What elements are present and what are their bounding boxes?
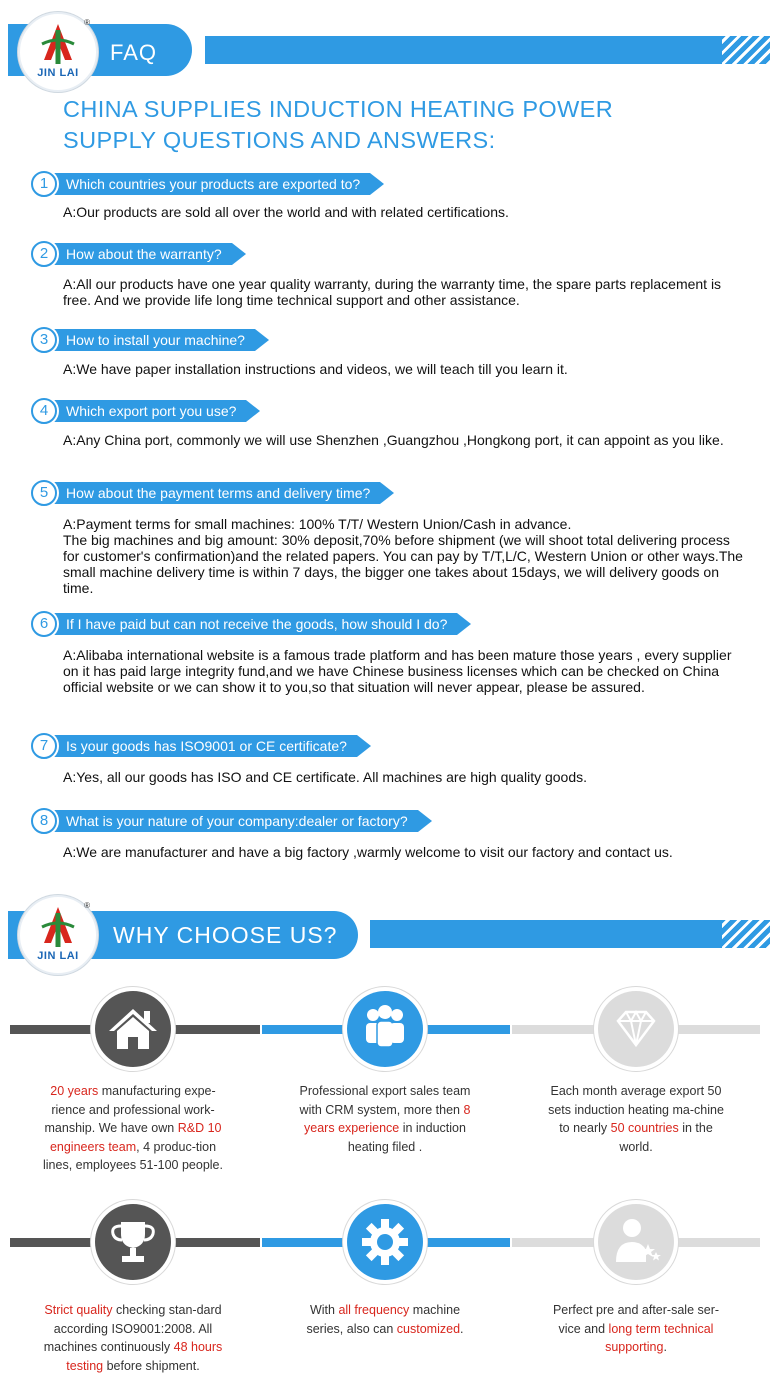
feature-support-badge xyxy=(594,1200,678,1284)
highlight-text: 20 years xyxy=(50,1084,99,1098)
faq-question-text: How about the payment terms and delivery time? xyxy=(38,482,380,504)
why-banner-bar xyxy=(370,920,770,948)
gear-icon xyxy=(347,1204,423,1280)
logo-text: JIN LAI xyxy=(37,950,79,962)
feature-description xyxy=(544,1301,728,1357)
feature-text: manufacturing expe-rience and professional work-manship. We have own xyxy=(44,1084,216,1135)
feature-description xyxy=(544,1082,728,1156)
highlight-text: 8 years experience xyxy=(304,1102,471,1135)
house-icon xyxy=(95,991,171,1067)
trophy-icon xyxy=(95,1204,171,1280)
feature-text: machine series, also can xyxy=(306,1303,461,1336)
feature-text: With xyxy=(309,1303,339,1317)
faq-question-text: What is your nature of your company:dealer or factory? xyxy=(38,810,418,832)
faq-question-text: How about the warranty? xyxy=(38,243,232,265)
feature-text: in induction heating filed . xyxy=(347,1121,466,1154)
feature-text: . xyxy=(663,1340,667,1354)
faq-answer: A:Alibaba international website is a famous trade platform and has been mature those years , every supplier on it has paid large integrity fund,and we have Chinese business licenses which can be checked on China official website or we can show it to you,so that situation will never appear, please be assured. xyxy=(63,647,732,695)
highlight-text: Strict quality xyxy=(44,1303,113,1317)
feature-trophy-badge xyxy=(91,1200,175,1284)
faq-number-badge: 2 xyxy=(31,241,57,267)
feature-diamond-badge xyxy=(594,987,678,1071)
faq-answer: A:We are manufacturer and have a big factory ,warmly welcome to visit our factory and contact us. xyxy=(63,844,673,860)
feature-description xyxy=(41,1301,225,1375)
faq-question-text: If I have paid but can not receive the goods, how should I do? xyxy=(38,613,457,635)
feature-team-badge xyxy=(343,987,427,1071)
highlight-text: all frequency xyxy=(338,1303,410,1317)
highlight-text: R&D 10 engineers team xyxy=(49,1121,222,1154)
highlight-text: customized xyxy=(396,1321,461,1336)
feature-text: Professional export sales team with CRM system, more then xyxy=(299,1084,471,1117)
why-banner-label: WHY CHOOSE US? xyxy=(113,922,338,948)
brand-logo xyxy=(18,12,98,92)
faq-answer: A:Our products are sold all over the world and with related certifications. xyxy=(63,204,509,220)
highlight-text: 50 countries xyxy=(610,1121,679,1135)
feature-text: Perfect pre and after-sale ser-vice and xyxy=(552,1303,720,1336)
faq-banner xyxy=(0,12,770,98)
team-icon xyxy=(347,991,423,1067)
highlight-text: 48 hours testing xyxy=(66,1340,223,1373)
registered-mark: ® xyxy=(84,901,90,910)
support-person-icon xyxy=(598,1204,674,1280)
faq-number-badge: 7 xyxy=(31,733,57,759)
faq-answer: A:Any China port, commonly we will use Shenzhen ,Guangzhou ,Hongkong port, it can appoint as you like. xyxy=(63,432,724,448)
faq-banner-bar xyxy=(205,36,770,64)
feature-house-badge xyxy=(91,987,175,1071)
faq-banner-label: FAQ xyxy=(110,40,158,65)
faq-number-badge: 6 xyxy=(31,611,57,637)
faq-question-text: Which countries your products are exported to? xyxy=(38,173,370,195)
faq-question-text: How to install your machine? xyxy=(38,329,255,351)
faq-number-badge: 3 xyxy=(31,327,57,353)
registered-mark: ® xyxy=(84,18,90,27)
feature-description xyxy=(293,1301,477,1338)
faq-answer: A:Yes, all our goods has ISO and CE certificate. All machines are high quality goods. xyxy=(63,769,588,785)
feature-description xyxy=(41,1082,225,1175)
diamond-icon xyxy=(598,991,674,1067)
feature-text: . xyxy=(460,1321,464,1336)
faq-number-badge: 8 xyxy=(31,808,57,834)
highlight-text: long term technical supporting xyxy=(605,1321,714,1354)
faq-answer: A:We have paper installation instructions and videos, we will teach till you learn it. xyxy=(63,361,568,377)
faq-number-badge: 4 xyxy=(31,398,57,424)
banner-stripes xyxy=(722,36,770,64)
feature-text: in the world. xyxy=(619,1121,713,1154)
feature-text: Each month average export 50 sets induction heating ma-chine to nearly xyxy=(548,1084,724,1135)
banner-stripes xyxy=(722,920,770,948)
brand-logo xyxy=(18,895,98,975)
feature-description xyxy=(293,1082,477,1156)
page-title: CHINA SUPPLIES INDUCTION HEATING POWER SUPPLY QUESTIONS AND ANSWERS: xyxy=(63,96,614,153)
faq-number-badge: 5 xyxy=(31,480,57,506)
faq-answer: A:All our products have one year quality warranty, during the warranty time, the spare parts replacement is free. And we provide life long time technical support and other assistance. xyxy=(63,276,722,308)
faq-question-text: Is your goods has ISO9001 or CE certificate? xyxy=(38,735,357,757)
feature-text: before shipment. xyxy=(103,1358,200,1373)
logo-text: JIN LAI xyxy=(37,67,79,79)
why-banner xyxy=(0,893,770,979)
feature-text: , 4 produc-tion lines, employees 51-100 people. xyxy=(43,1139,223,1172)
faq-question-text: Which export port you use? xyxy=(38,400,246,422)
faq-number-badge: 1 xyxy=(31,171,57,197)
feature-text: checking stan-dard according ISO9001:2008. All machines continuously xyxy=(43,1303,222,1354)
feature-gear-badge xyxy=(343,1200,427,1284)
faq-answer: A:Payment terms for small machines: 100% T/T/ Western Union/Cash in advance. The big machines and big amount: 30% deposit,70% before shipment (we will shoot total delivering process for customer's confirmation)and the related papers. You can pay by T/T,L/C, Western Union or other ways.The small machine delivery time is within 7 days, the bigger one takes about 15days, we will delivery goods on time. xyxy=(63,516,743,596)
